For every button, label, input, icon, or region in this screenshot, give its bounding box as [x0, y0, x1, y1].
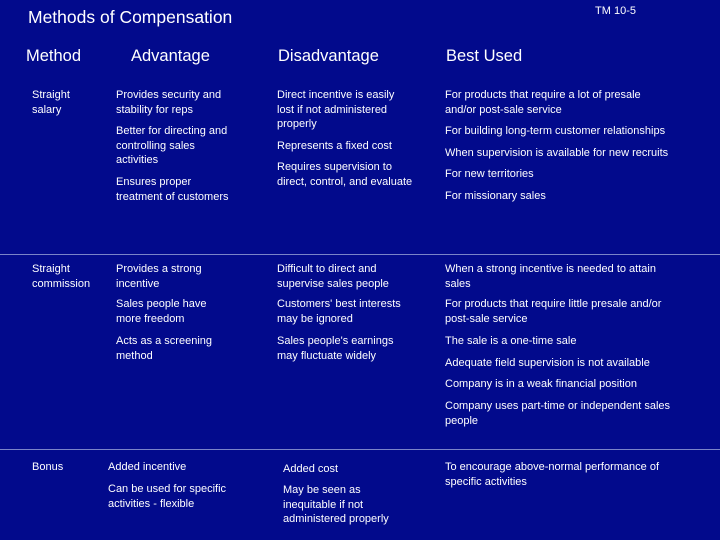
- page-title: Methods of Compensation: [28, 7, 233, 27]
- salary-disadvantage-3: Requires supervision to direct, control, and evaluate: [277, 161, 413, 188]
- bonus-advantage-2: Can be used for specific activities - flexible: [108, 483, 227, 510]
- commission-best-used-3: The sale is a one-time sale: [445, 335, 577, 347]
- commission-best-used-1: When a strong incentive is needed to attain sales: [445, 263, 656, 290]
- bonus-disadvantage-2: May be seen as inequitable if not administered properly: [283, 484, 389, 525]
- divider-commission-bonus: [0, 449, 720, 450]
- commission-advantage-3: Acts as a screening method: [116, 335, 212, 362]
- header-advantage: Advantage: [131, 47, 210, 65]
- commission-advantage-1: Provides a strong incentive: [116, 263, 202, 290]
- commission-disadvantage-2: Customers' best interests may be ignored: [277, 298, 401, 325]
- salary-best-used-4: For new territories: [445, 168, 534, 180]
- commission-best-used-6: Company uses part-time or independent sales people: [445, 400, 671, 427]
- commission-best-used-2: For products that require little presale and/or post-sale service: [445, 298, 662, 325]
- salary-best-used-2: For building long-term customer relationships: [445, 125, 666, 137]
- bonus-best-used-1: To encourage above-normal performance of specific activities: [445, 461, 660, 488]
- salary-best-used-1: For products that require a lot of presale and/or post-sale service: [445, 89, 641, 116]
- header-method: Method: [26, 47, 82, 65]
- bonus-disadvantage-1: Added cost: [283, 463, 339, 475]
- commission-best-used-5: Company is in a weak financial position: [445, 378, 637, 390]
- method-bonus: Bonus: [32, 461, 64, 473]
- salary-best-used-5: For missionary sales: [445, 190, 546, 202]
- header-best-used: Best Used: [446, 47, 523, 65]
- bonus-advantage-1: Added incentive: [108, 461, 187, 473]
- salary-disadvantage-2: Represents a fixed cost: [277, 140, 392, 152]
- commission-best-used-4: Adequate field supervision is not available: [445, 357, 650, 369]
- salary-advantage-3: Ensures proper treatment of customers: [116, 176, 229, 203]
- salary-best-used-3: When supervision is available for new recruits: [445, 147, 669, 159]
- salary-advantage-2: Better for directing and controlling sales activities: [116, 125, 228, 166]
- divider-salary-commission: [0, 254, 720, 255]
- salary-advantage-1: Provides security and stability for reps: [116, 89, 222, 116]
- method-straight-salary: Straight salary: [32, 89, 70, 116]
- commission-disadvantage-3: Sales people's earnings may fluctuate widely: [277, 335, 394, 362]
- salary-disadvantage-1: Direct incentive is easily lost if not administered properly: [277, 89, 395, 130]
- header-disadvantage: Disadvantage: [278, 47, 379, 65]
- slide-code: TM 10-5: [595, 5, 636, 17]
- commission-advantage-2: Sales people have more freedom: [116, 298, 207, 325]
- commission-disadvantage-1: Difficult to direct and supervise sales people: [277, 263, 389, 290]
- method-straight-commission: Straight commission: [32, 263, 91, 290]
